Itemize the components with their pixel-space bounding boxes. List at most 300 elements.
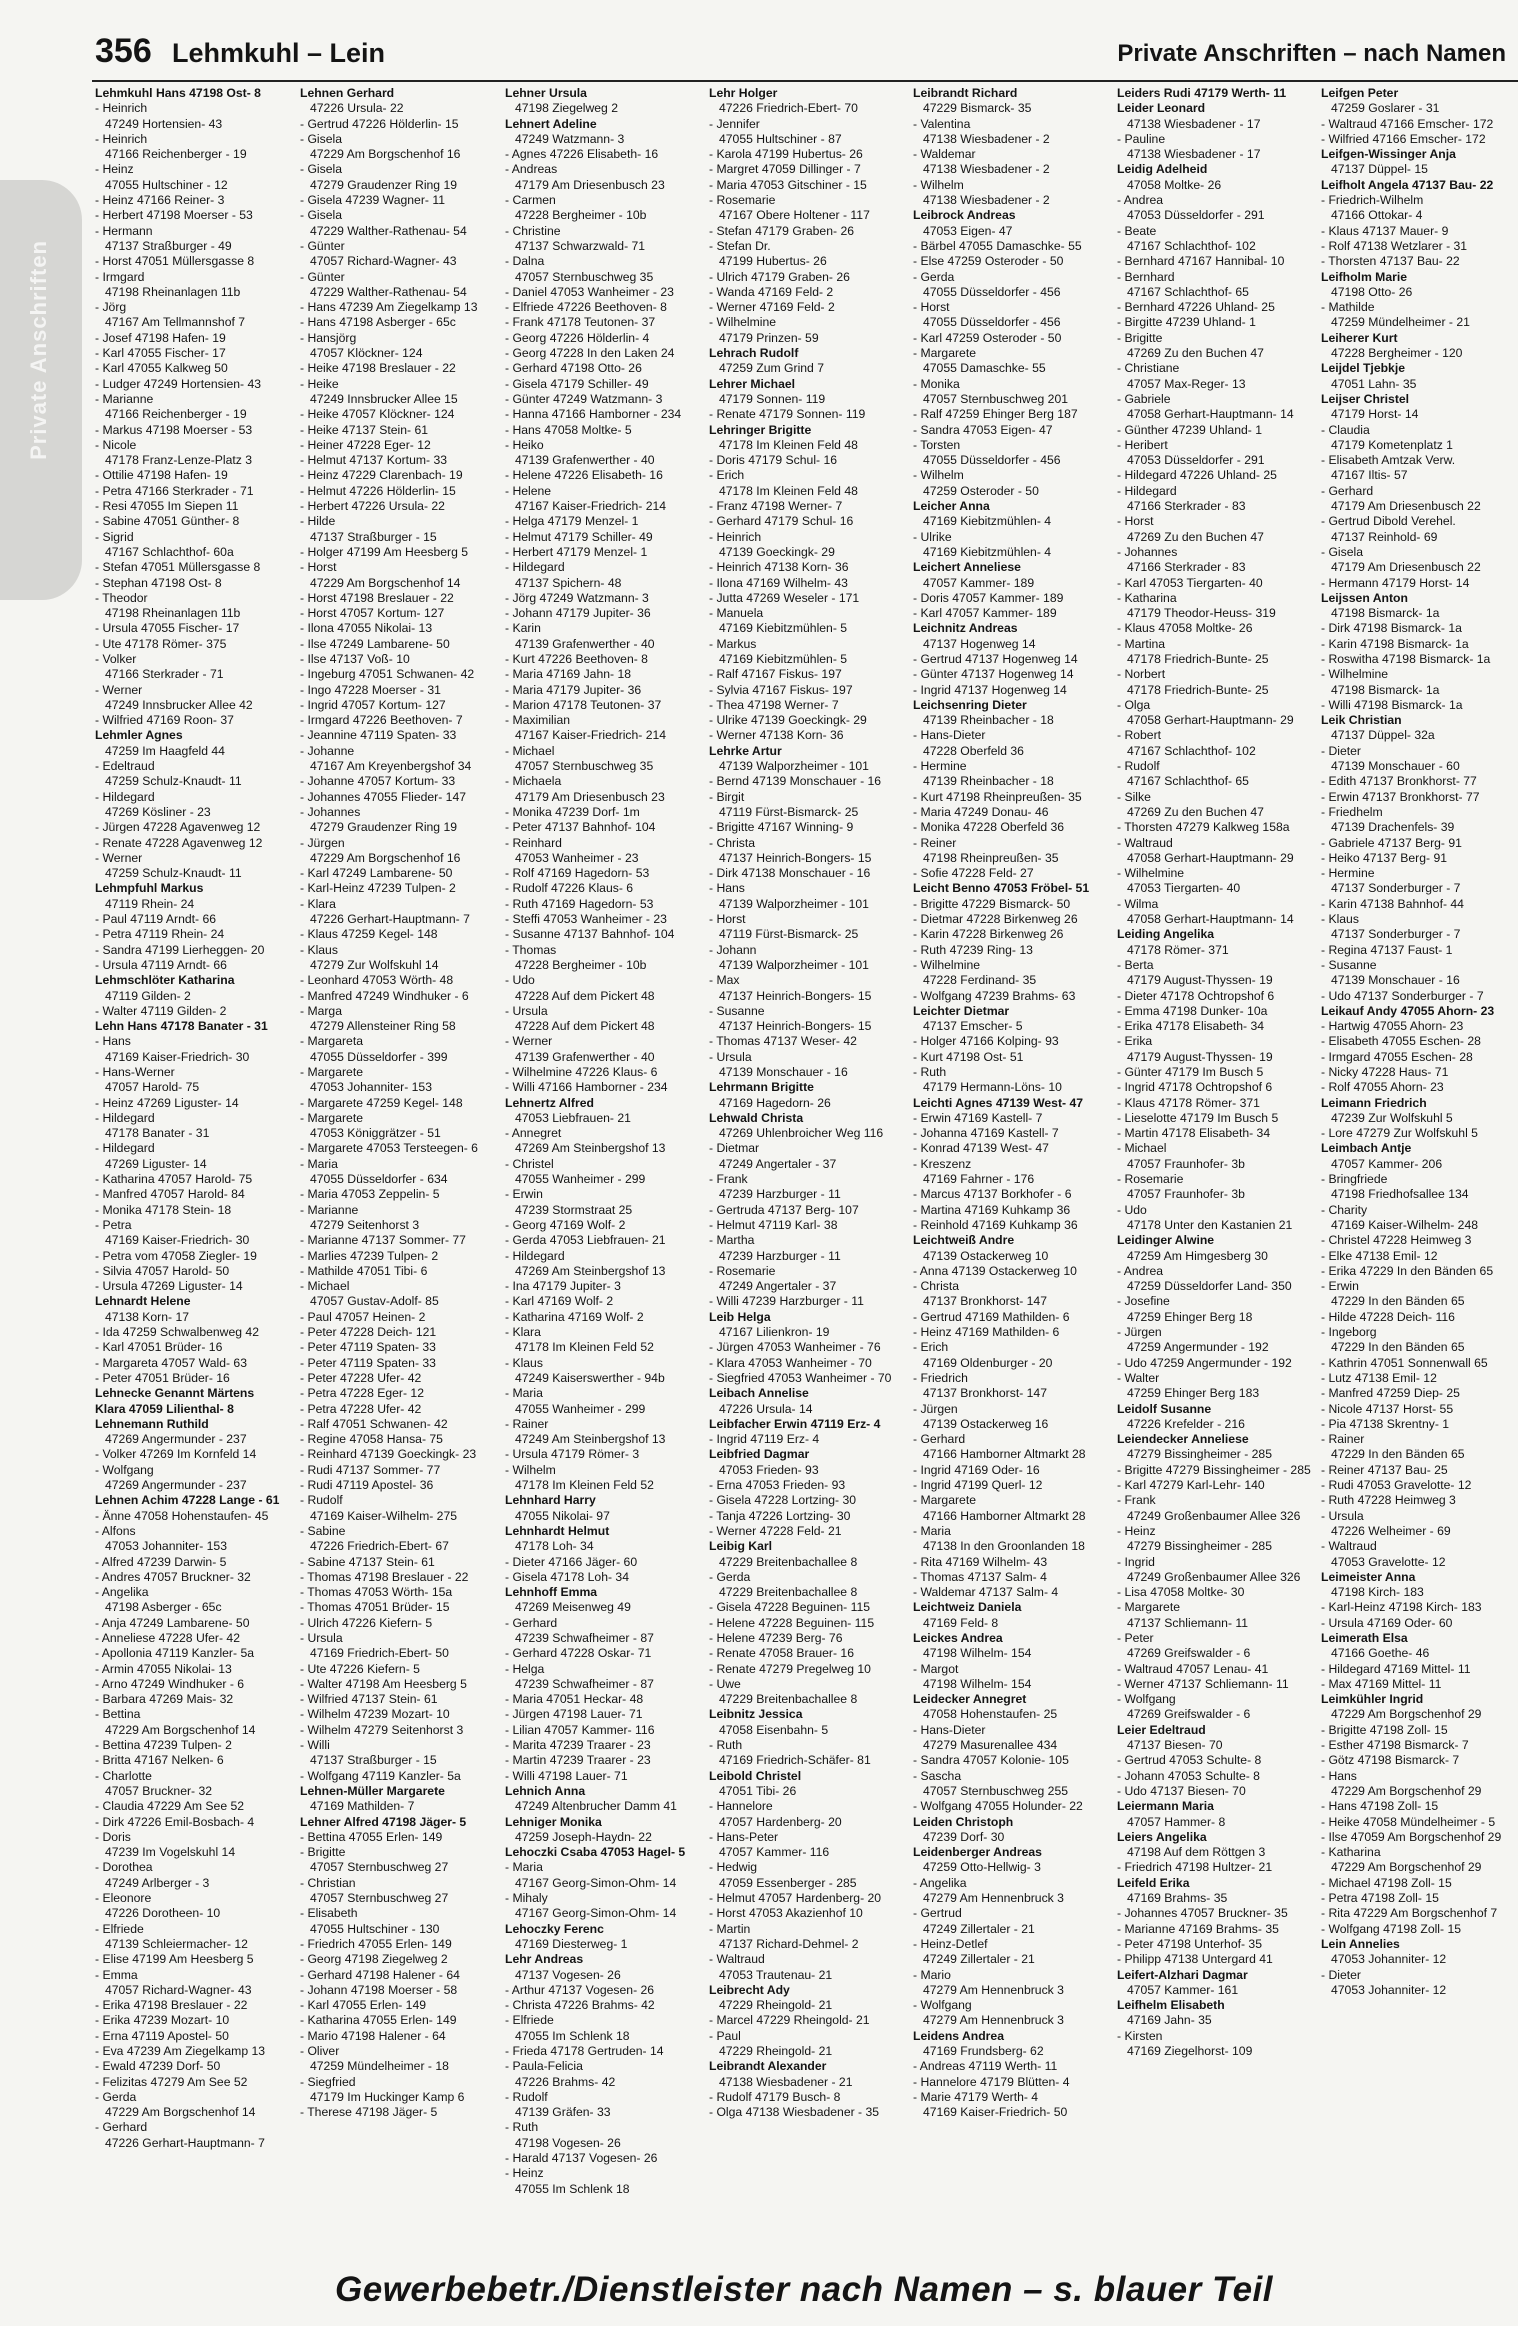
directory-entry-line: - Horst bbox=[1117, 514, 1154, 529]
directory-entry-line: - Charlotte bbox=[95, 1768, 152, 1783]
directory-entry-line: - Helga 47179 Menzel- 1 bbox=[505, 514, 639, 529]
directory-entry-line: - Rita 47229 Am Borgschenhof 7 bbox=[1321, 1906, 1498, 1921]
directory-entry-line: - Frank bbox=[1117, 1493, 1156, 1508]
directory-entry-line: 47169 Kaiser-Wilhelm- 275 bbox=[310, 1508, 457, 1523]
directory-entry-line: 47249 Altenbrucher Damm 41 bbox=[515, 1799, 677, 1814]
directory-entry-line: 47137 Straßburger - 15 bbox=[310, 529, 437, 544]
directory-entry-line: - Marie 47179 Werth- 4 bbox=[913, 2089, 1039, 2104]
directory-entry-line: - Wilhelm 47239 Mozart- 10 bbox=[300, 1707, 450, 1722]
directory-entry-line: - Beate bbox=[1117, 223, 1157, 238]
directory-entry-line: 47138 Wiesbadener - 21 bbox=[719, 2074, 853, 2089]
directory-entry-line: - Klara 47053 Wanheimer - 70 bbox=[709, 1355, 872, 1370]
directory-entry-line: 47139 Grafenwerther - 40 bbox=[515, 1049, 655, 1064]
directory-entry-line: 47259 Am Himgesberg 30 bbox=[1127, 1248, 1268, 1263]
directory-entry-line: 47139 Monschauer - 16 bbox=[1331, 973, 1460, 988]
directory-entry-line: - Petra 47228 Eger- 12 bbox=[300, 1386, 424, 1401]
directory-entry-line: - Gerhard bbox=[505, 1615, 558, 1630]
directory-entry-line: - Leonhard 47053 Wörth- 48 bbox=[300, 973, 454, 988]
directory-entry-line: 47269 Zu den Buchen 47 bbox=[1127, 346, 1264, 361]
directory-entry-line: 47139 Monschauer - 16 bbox=[719, 1065, 848, 1079]
directory-entry-line: - Dirk 47198 Bismarck- 1a bbox=[1321, 621, 1462, 636]
directory-entry-line: Leichtweiz Daniela bbox=[913, 1600, 1022, 1615]
directory-entry-line: - Gerhard 47179 Schul- 16 bbox=[709, 514, 854, 529]
directory-entry-line: - Brigitte bbox=[300, 1845, 346, 1860]
directory-entry-line: 47198 Asberger - 65c bbox=[105, 1600, 222, 1615]
directory-entry-line: - Ursula 47169 Oder- 60 bbox=[1321, 1615, 1453, 1630]
directory-entry-line: - Ilse 47137 Voß- 10 bbox=[300, 651, 410, 666]
directory-entry-line: - Maximilian bbox=[505, 713, 571, 728]
directory-entry-line: - Wilfried 47137 Stein- 61 bbox=[300, 1692, 438, 1707]
directory-entry-line: Leibrandt Alexander bbox=[709, 2059, 827, 2074]
directory-entry-line: 47169 Ziegelhorst- 109 bbox=[1127, 2044, 1253, 2058]
directory-entry-line: - Helga bbox=[505, 1661, 545, 1676]
directory-entry-line: 47269 Zu den Buchen 47 bbox=[1127, 804, 1264, 819]
directory-entry-line: - Thomas 47198 Breslauer - 22 bbox=[300, 1569, 469, 1584]
directory-entry-line: 47269 Kösliner - 23 bbox=[105, 804, 211, 819]
directory-entry-line: Leimbach Antje bbox=[1321, 1141, 1412, 1156]
directory-entry-line: - Erwin 47169 Kastell- 7 bbox=[913, 1110, 1043, 1125]
directory-entry-line: - Ursula bbox=[300, 1630, 343, 1645]
directory-entry-line: 47055 Hultschiner - 87 bbox=[719, 131, 842, 146]
directory-entry-line: - Harald 47137 Vogesen- 26 bbox=[505, 2151, 658, 2166]
directory-entry-line: 47259 Goslarer - 31 bbox=[1331, 101, 1440, 116]
directory-entry-line: 47139 Gräfen- 33 bbox=[515, 2105, 611, 2120]
directory-entry-line: - Gertruda 47137 Berg- 107 bbox=[709, 1202, 859, 1217]
directory-entry-line: - Heinz 47169 Mathilden- 6 bbox=[913, 1325, 1060, 1340]
directory-entry-line: - Thomas 47137 Weser- 42 bbox=[709, 1034, 857, 1049]
directory-entry-line: - Andres 47057 Bruckner- 32 bbox=[95, 1569, 251, 1584]
directory-entry-line: - Rosemarie bbox=[709, 193, 776, 208]
directory-entry-line: - Ulrich 47179 Graben- 26 bbox=[709, 269, 850, 284]
directory-entry-line: 47058 Eisenbahn- 5 bbox=[719, 1722, 829, 1737]
directory-entry-line: - Werner 47137 Schliemann- 11 bbox=[1117, 1676, 1289, 1691]
directory-entry-line: - Susanne 47137 Bahnhof- 104 bbox=[505, 927, 675, 942]
directory-entry-line: - Margarete bbox=[300, 1065, 363, 1079]
directory-entry-line: - Horst 47198 Breslauer - 22 bbox=[300, 590, 454, 605]
directory-columns bbox=[95, 86, 1518, 2266]
directory-entry-line: 47057 Kammer- 206 bbox=[1331, 1156, 1443, 1171]
directory-entry-line: - Günter bbox=[300, 269, 345, 284]
directory-entry-line: - Ursula 47119 Arndt- 66 bbox=[95, 957, 227, 972]
directory-entry-line: Leickes Andrea bbox=[913, 1630, 1003, 1645]
directory-entry-line: 47139 Rheinbacher - 18 bbox=[923, 713, 1054, 728]
directory-entry-line: Leicher Anna bbox=[913, 499, 990, 514]
directory-entry-line: 47249 Großenbaumer Allee 326 bbox=[1127, 1508, 1301, 1523]
directory-entry-line: 47179 Am Driesenbusch 22 bbox=[1331, 560, 1481, 575]
directory-entry-line: - Wilhelm bbox=[505, 1462, 556, 1477]
directory-entry-line: - Waltraud bbox=[1117, 835, 1173, 850]
directory-entry-line: Lehnhard Harry bbox=[505, 1493, 596, 1508]
directory-entry-line: Leifholt Angela 47137 Bau- 22 bbox=[1321, 177, 1494, 192]
directory-entry-line: 47269 Angermunder - 237 bbox=[105, 1478, 247, 1493]
directory-entry-line: - Heike bbox=[300, 376, 339, 391]
directory-entry-line: - Rosemarie bbox=[709, 1263, 776, 1278]
directory-entry-line: - Maria 47169 Jahn- 18 bbox=[505, 667, 632, 682]
directory-entry-line: - Hans-Werner bbox=[95, 1065, 175, 1079]
directory-entry-line: 47053 Liebfrauen- 21 bbox=[515, 1110, 631, 1125]
directory-entry-line: 47228 Auf dem Pickert 48 bbox=[515, 1019, 655, 1034]
directory-entry-line: 47055 Wanheimer - 299 bbox=[515, 1172, 646, 1187]
directory-entry-line: - Elisabeth 47055 Eschen- 28 bbox=[1321, 1034, 1481, 1049]
directory-entry-line: 47178 Loh- 34 bbox=[515, 1539, 594, 1554]
directory-entry-line: - Sofie 47228 Feld- 27 bbox=[913, 866, 1034, 881]
directory-entry-line: 47179 Am Driesenbusch 22 bbox=[1331, 499, 1481, 514]
directory-entry-line: Leibig Karl bbox=[709, 1539, 772, 1554]
directory-entry-line: - Hans bbox=[1321, 1768, 1357, 1783]
directory-entry-line: - Günther 47239 Uhland- 1 bbox=[1117, 422, 1262, 437]
directory-entry-line: - Erika 47178 Elisabeth- 34 bbox=[1117, 1019, 1265, 1034]
directory-entry-line: - Wolfgang 47198 Zoll- 15 bbox=[1321, 1921, 1462, 1936]
directory-entry-line: - Ruth bbox=[913, 1065, 947, 1079]
directory-entry-line: - Wilfried 47169 Roon- 37 bbox=[95, 713, 234, 728]
directory-entry-line: - Bettina bbox=[95, 1707, 141, 1722]
directory-entry-line: - Brigitte 47198 Zoll- 15 bbox=[1321, 1722, 1448, 1737]
directory-entry-line: - Ralf 47051 Schwanen- 42 bbox=[300, 1416, 448, 1431]
directory-entry-line: - Rudolf 47179 Busch- 8 bbox=[709, 2089, 841, 2104]
directory-entry-line: - Friedrich 47055 Erlen- 149 bbox=[300, 1936, 452, 1951]
directory-column-3 bbox=[505, 86, 710, 2266]
directory-entry-line: 47137 Bronkhorst- 147 bbox=[923, 1386, 1047, 1401]
directory-entry-line: 47229 In den Bänden 65 bbox=[1331, 1340, 1465, 1355]
directory-entry-line: - Bettina 47239 Tulpen- 2 bbox=[95, 1738, 232, 1753]
directory-entry-line: - Wilhelmine 47226 Klaus- 6 bbox=[505, 1065, 658, 1079]
directory-entry-line: - Birgitte 47239 Uhland- 1 bbox=[1117, 315, 1256, 330]
directory-entry-line: - Jörg bbox=[95, 300, 127, 315]
directory-entry-line: 47057 Bruckner- 32 bbox=[105, 1783, 213, 1798]
directory-entry-line: - Dieter bbox=[1321, 743, 1361, 758]
directory-entry-line: - Martin 47178 Elisabeth- 34 bbox=[1117, 1126, 1271, 1141]
directory-entry-line: - Werner bbox=[95, 682, 143, 697]
directory-entry-line: 47259 Ehinger Berg 18 bbox=[1127, 1309, 1253, 1324]
directory-entry-line: 47239 Zur Wolfskuhl 5 bbox=[1331, 1110, 1453, 1125]
directory-entry-line: - Ursula bbox=[709, 1049, 752, 1064]
directory-entry-line: - Marcus 47137 Borkhofer - 6 bbox=[913, 1187, 1072, 1202]
directory-entry-line: - Peter 47228 Deich- 121 bbox=[300, 1325, 437, 1340]
directory-entry-line: - Johannes 47057 Bruckner- 35 bbox=[1117, 1906, 1288, 1921]
directory-entry-line: - Nicole 47137 Horst- 55 bbox=[1321, 1401, 1454, 1416]
directory-entry-line: - Ruth bbox=[709, 1738, 743, 1753]
directory-entry-line: Lehner Ursula bbox=[505, 86, 587, 100]
directory-entry-line: 47169 Fahrner - 176 bbox=[923, 1172, 1035, 1187]
directory-entry-line: - Kurt 47198 Ost- 51 bbox=[913, 1049, 1024, 1064]
directory-entry-line: - Margareta bbox=[300, 1034, 363, 1049]
directory-entry-line: 47166 Sterkrader - 83 bbox=[1127, 499, 1246, 514]
directory-entry-line: - Holger 47166 Kolping- 93 bbox=[913, 1034, 1059, 1049]
directory-entry-line: - Gerhard bbox=[913, 1432, 966, 1447]
directory-entry-line: Leifgen Peter bbox=[1321, 86, 1399, 100]
directory-entry-line: Lehnen Gerhard bbox=[300, 86, 395, 100]
directory-entry-line: - Katharina bbox=[1321, 1845, 1381, 1860]
directory-entry-line: - Dalna bbox=[505, 254, 545, 269]
directory-entry-line: Leimeister Anna bbox=[1321, 1569, 1416, 1584]
directory-entry-line: - Regina 47137 Faust- 1 bbox=[1321, 942, 1453, 957]
directory-entry-line: - Helmut 47119 Karl- 38 bbox=[709, 1217, 838, 1232]
directory-column-7 bbox=[1321, 86, 1518, 2266]
directory-entry-line: 47053 Gravelotte- 12 bbox=[1331, 1554, 1446, 1569]
directory-entry-line: - Gerda 47053 Liebfrauen- 21 bbox=[505, 1233, 666, 1248]
directory-entry-line: - Johanne bbox=[300, 743, 355, 758]
directory-entry-line: 47228 Ferdinand- 35 bbox=[923, 973, 1037, 988]
directory-entry-line: 47053 Königgrätzer - 51 bbox=[310, 1126, 441, 1141]
directory-entry-line: - Philipp 47138 Untergard 41 bbox=[1117, 1952, 1273, 1967]
directory-entry-line: 47137 Hogenweg 14 bbox=[923, 636, 1036, 651]
directory-entry-line: - Ruth 47228 Heimweg 3 bbox=[1321, 1493, 1456, 1508]
directory-entry-line: - Renate 47179 Sonnen- 119 bbox=[709, 407, 866, 422]
directory-entry-line: - Paula-Felicia bbox=[505, 2059, 583, 2074]
directory-entry-line: 47169 Kaiser-Friedrich- 50 bbox=[923, 2105, 1068, 2120]
directory-entry-line: - Erich bbox=[913, 1340, 949, 1355]
directory-entry-line: Lehnhardt Helmut bbox=[505, 1523, 610, 1538]
directory-entry-line: - Gisela bbox=[300, 208, 342, 223]
directory-entry-line: - Johannes bbox=[1117, 544, 1178, 559]
directory-entry-line: 47169 Kaiser-Friedrich- 30 bbox=[105, 1233, 250, 1248]
directory-entry-line: - Sylvia 47167 Fiskus- 197 bbox=[709, 682, 853, 697]
directory-entry-line: Leimerath Elsa bbox=[1321, 1630, 1408, 1645]
directory-entry-line: 47198 Kirch- 183 bbox=[1331, 1585, 1424, 1600]
directory-entry-line: - Apollonia 47119 Kanzler- 5a bbox=[95, 1646, 254, 1661]
directory-entry-line: - Karl 47055 Erlen- 149 bbox=[300, 1998, 427, 2013]
directory-entry-line: - Esther 47198 Bismarck- 7 bbox=[1321, 1738, 1469, 1753]
directory-entry-line: - Johann 47179 Jupiter- 36 bbox=[505, 606, 651, 621]
directory-entry-line: - Valentina bbox=[913, 116, 971, 131]
directory-entry-line: - Manfred 47057 Harold- 84 bbox=[95, 1187, 245, 1202]
directory-entry-line: - Ida 47259 Schwalbenweg 42 bbox=[95, 1325, 259, 1340]
directory-entry-line: - Stefan 47051 Müllersgasse 8 bbox=[95, 560, 261, 575]
directory-entry-line: - Karl 47051 Brüder- 16 bbox=[95, 1340, 223, 1355]
directory-entry-line: 47269 Am Steinbergshof 13 bbox=[515, 1141, 666, 1156]
directory-entry-line: - Max bbox=[709, 973, 740, 988]
directory-entry-line: - Sigrid bbox=[95, 529, 134, 544]
directory-entry-line: 47167 Kaiser-Friedrich- 214 bbox=[515, 728, 667, 743]
directory-entry-line: 47259 Joseph-Haydn- 22 bbox=[515, 1829, 652, 1844]
directory-entry-line: - Gisela 47228 Lortzing- 30 bbox=[709, 1493, 857, 1508]
directory-entry-line: - Max 47169 Mittel- 11 bbox=[1321, 1676, 1442, 1691]
directory-entry-line: Lehmpfuhl Markus bbox=[95, 881, 204, 896]
directory-entry-line: - Mathilde 47051 Tibi- 6 bbox=[300, 1263, 428, 1278]
directory-entry-line: 47137 Straßburger - 49 bbox=[105, 238, 232, 253]
directory-entry-line: Leikauf Andy 47055 Ahorn- 23 bbox=[1321, 1003, 1495, 1018]
directory-entry-line: - Nicole bbox=[95, 437, 137, 452]
directory-entry-line: - Ingrid bbox=[1117, 1554, 1155, 1569]
directory-entry-line: 47051 Tibi- 26 bbox=[719, 1783, 797, 1798]
directory-entry-line: Leibrecht Ady bbox=[709, 1982, 790, 1997]
directory-entry-line: - Karl 47055 Kalkweg 50 bbox=[95, 361, 228, 376]
directory-entry-line: - Renate 47279 Pregelweg 10 bbox=[709, 1661, 871, 1676]
directory-entry-line: - Theodor bbox=[95, 590, 148, 605]
directory-entry-line: 47137 Schwarzwald- 71 bbox=[515, 238, 646, 253]
directory-entry-line: - Wolfgang bbox=[95, 1462, 154, 1477]
directory-entry-line: 47053 Johanniter- 12 bbox=[1331, 1982, 1447, 1997]
directory-entry-line: - Thea 47198 Werner- 7 bbox=[709, 697, 839, 712]
directory-entry-line: - Hannelore 47179 Blütten- 4 bbox=[913, 2074, 1070, 2089]
directory-entry-line: 47119 Fürst-Bismarck- 25 bbox=[719, 927, 859, 942]
directory-entry-line: 47226 Friedrich-Ebert- 70 bbox=[719, 101, 858, 116]
directory-entry-line: 47139 Schleiermacher- 12 bbox=[105, 1936, 248, 1951]
directory-entry-line: 47058 Gerhart-Hauptmann- 14 bbox=[1127, 912, 1294, 927]
directory-entry-line: 47269 Greifswalder - 6 bbox=[1127, 1646, 1251, 1661]
directory-entry-line: 47058 Gerhart-Hauptmann- 29 bbox=[1127, 713, 1294, 728]
directory-entry-line: - Martina 47169 Kuhkamp 36 bbox=[913, 1202, 1071, 1217]
directory-entry-line: 47053 Düsseldorfer - 291 bbox=[1127, 208, 1265, 223]
directory-entry-line: - Margarete 47259 Kegel- 148 bbox=[300, 1095, 463, 1110]
directory-entry-line: - Michaela bbox=[505, 774, 562, 789]
directory-entry-line: - Gisela 47179 Schiller- 49 bbox=[505, 376, 649, 391]
directory-entry-line: Lehmkuhl Hans 47198 Ost- 8 bbox=[95, 86, 261, 100]
directory-entry-line: - Paul bbox=[709, 2028, 741, 2043]
directory-entry-line: 47167 Am Tellmannshof 7 bbox=[105, 315, 246, 330]
directory-entry-line: - Roswitha 47198 Bismarck- 1a bbox=[1321, 651, 1491, 666]
directory-entry-line: - Oliver bbox=[300, 2044, 340, 2058]
directory-entry-line: - Monika 47228 Oberfeld 36 bbox=[913, 820, 1065, 835]
directory-entry-line: - Elfriede bbox=[95, 1921, 144, 1936]
directory-entry-line: 47279 Am Hennenbruck 3 bbox=[923, 1891, 1064, 1906]
directory-entry-line: 47179 Prinzen- 59 bbox=[719, 330, 819, 345]
directory-entry-line: - Ingrid 47057 Kortum- 127 bbox=[300, 697, 446, 712]
directory-entry-line: - Herbert 47198 Moerser - 53 bbox=[95, 208, 253, 223]
directory-entry-line: 47178 Friedrich-Bunte- 25 bbox=[1127, 651, 1269, 666]
directory-entry-line: - Karola 47199 Hubertus- 26 bbox=[709, 147, 863, 162]
directory-entry-line: - Irmgard bbox=[95, 269, 145, 284]
directory-entry-line: 47178 Im Kleinen Feld 52 bbox=[515, 1478, 654, 1493]
directory-entry-line: 47169 Kiebitzmühlen- 4 bbox=[923, 544, 1052, 559]
directory-entry-line: 47169 Kiebitzmühlen- 5 bbox=[719, 621, 848, 636]
directory-entry-line: - Jennifer bbox=[709, 116, 760, 131]
directory-entry-line: - Hildegard bbox=[505, 560, 565, 575]
directory-entry-line: - Werner 47169 Feld- 2 bbox=[709, 300, 835, 315]
directory-entry-line: - Gerhard 47228 Oskar- 71 bbox=[505, 1646, 652, 1661]
directory-entry-line: - Sabine 47137 Stein- 61 bbox=[300, 1554, 435, 1569]
directory-entry-line: 47138 In den Groonlanden 18 bbox=[923, 1539, 1085, 1554]
directory-entry-line: - Doris bbox=[95, 1829, 131, 1844]
directory-entry-line: 47053 Johanniter- 153 bbox=[105, 1539, 227, 1554]
directory-entry-line: Lehnich Anna bbox=[505, 1783, 586, 1798]
directory-entry-line: 47239 Harzburger - 11 bbox=[719, 1187, 841, 1202]
directory-entry-line: 47139 Goeckingk- 29 bbox=[719, 544, 835, 559]
directory-entry-line: - Agnes 47226 Elisabeth- 16 bbox=[505, 147, 659, 162]
directory-entry-line: - Margot bbox=[913, 1661, 959, 1676]
directory-entry-line: - Petra 47119 Rhein- 24 bbox=[95, 927, 225, 942]
directory-entry-line: - Hannelore bbox=[709, 1799, 773, 1814]
directory-entry-line: - Katharina bbox=[1117, 590, 1177, 605]
directory-entry-line: - Josefine bbox=[1117, 1294, 1170, 1309]
directory-entry-line: - Günter 47137 Hogenweg 14 bbox=[913, 667, 1074, 682]
directory-entry-line: - Ulrich 47226 Kiefern- 5 bbox=[300, 1615, 433, 1630]
directory-entry-line: 47167 Am Kreyenbergshof 34 bbox=[310, 759, 472, 774]
directory-entry-line: 47169 Oldenburger - 20 bbox=[923, 1355, 1053, 1370]
directory-entry-line: Leichter Dietmar bbox=[913, 1003, 1010, 1018]
directory-entry-line: 47053 Johanniter- 153 bbox=[310, 1080, 432, 1095]
directory-entry-line: - Daniel 47053 Wanheimer - 23 bbox=[505, 284, 674, 299]
directory-column-5 bbox=[913, 86, 1118, 2266]
directory-entry-line: - Ilona 47055 Nikolai- 13 bbox=[300, 621, 433, 636]
directory-entry-line: 47057 Sternbuschweg 201 bbox=[923, 391, 1069, 406]
directory-entry-line: - Monika 47239 Dorf- 1m bbox=[505, 804, 640, 819]
directory-entry-line: - Ulrike 47139 Goeckingk- 29 bbox=[709, 713, 867, 728]
directory-entry-line: 47137 Spichern- 48 bbox=[515, 575, 622, 590]
directory-entry-line: - Alfred 47239 Darwin- 5 bbox=[95, 1554, 227, 1569]
directory-entry-line: - Heinz bbox=[1117, 1523, 1156, 1538]
directory-entry-line: - Volker 47269 Im Kornfeld 14 bbox=[95, 1447, 257, 1462]
directory-entry-line: - Katharina 47169 Wolf- 2 bbox=[505, 1309, 644, 1324]
directory-entry-line: - Gerhard bbox=[1321, 483, 1374, 498]
directory-entry-line: 47057 Fraunhofer- 3b bbox=[1127, 1156, 1245, 1171]
directory-entry-line: - Ottilie 47198 Hafen- 19 bbox=[95, 468, 228, 483]
directory-entry-line: - Willi 47239 Harzburger - 11 bbox=[709, 1294, 864, 1309]
directory-entry-line: 47166 Reichenberger - 19 bbox=[105, 147, 247, 162]
directory-entry-line: 47169 Diesterweg- 1 bbox=[515, 1936, 628, 1951]
directory-column-2 bbox=[300, 86, 505, 2266]
directory-entry-line: - Andrea bbox=[1117, 1263, 1164, 1278]
directory-entry-line: Lehrach Rudolf bbox=[709, 346, 799, 361]
directory-entry-line: - Waltraud bbox=[709, 1952, 765, 1967]
directory-entry-line: Leiermann Maria bbox=[1117, 1799, 1214, 1814]
directory-entry-line: 47229 Bismarck- 35 bbox=[923, 101, 1032, 116]
directory-entry-line: - Maria bbox=[505, 1386, 543, 1401]
directory-entry-line: - Christel 47228 Heimweg 3 bbox=[1321, 1233, 1472, 1248]
directory-entry-line: - Thomas 47137 Salm- 4 bbox=[913, 1569, 1047, 1584]
directory-entry-line: - Frank bbox=[709, 1172, 748, 1187]
directory-entry-line: - Ina 47179 Jupiter- 3 bbox=[505, 1279, 621, 1294]
directory-entry-line: Leicht Benno 47053 Fröbel- 51 bbox=[913, 881, 1090, 896]
directory-entry-line: 47239 Im Vogelskuhl 14 bbox=[105, 1845, 236, 1860]
directory-entry-line: - Silke bbox=[1117, 789, 1151, 804]
directory-entry-line: - Katharina 47055 Erlen- 149 bbox=[300, 2013, 457, 2028]
directory-entry-line: 47269 Am Steinbergshof 13 bbox=[515, 1263, 666, 1278]
page-header bbox=[0, 0, 1518, 80]
directory-entry-line: - Brigitte bbox=[1117, 330, 1163, 345]
directory-entry-line: 47178 Im Kleinen Feld 48 bbox=[719, 483, 858, 498]
directory-entry-line: 47199 Hubertus- 26 bbox=[719, 254, 827, 269]
directory-entry-line: 47226 Dorotheen- 10 bbox=[105, 1906, 221, 1921]
directory-entry-line: - Lutz 47138 Emil- 12 bbox=[1321, 1370, 1437, 1385]
directory-entry-line: - Gerda bbox=[709, 1569, 751, 1584]
directory-entry-line: - Mathilde bbox=[1321, 300, 1375, 315]
directory-entry-line: 47259 Schulz-Knaudt- 11 bbox=[105, 774, 242, 789]
directory-entry-line: Lehoczky Ferenc bbox=[505, 1921, 604, 1936]
directory-entry-line: - Helene 47228 Beguinen- 115 bbox=[709, 1615, 875, 1630]
directory-entry-line: Leiendecker Anneliese bbox=[1117, 1432, 1249, 1447]
directory-entry-line: - Gertrud Dibold Verehel. bbox=[1321, 514, 1456, 529]
directory-entry-line: - Hildegard 47226 Uhland- 25 bbox=[1117, 468, 1277, 483]
directory-entry-line: - Siegfried bbox=[300, 2074, 356, 2089]
directory-entry-line: - Heinz 47269 Liguster- 14 bbox=[95, 1095, 239, 1110]
directory-entry-line: - Hermann 47179 Horst- 14 bbox=[1321, 575, 1470, 590]
directory-entry-line: 47051 Lahn- 35 bbox=[1331, 376, 1417, 391]
directory-entry-line: - Karl 47259 Osteroder - 50 bbox=[913, 330, 1062, 345]
directory-entry-line: 47179 Sonnen- 119 bbox=[719, 391, 826, 406]
directory-entry-line: Lehnertz Alfred bbox=[505, 1095, 594, 1110]
directory-entry-line: - Udo bbox=[505, 973, 535, 988]
directory-entry-line: - Hildegard bbox=[505, 1248, 565, 1263]
directory-entry-line: - Günter bbox=[300, 238, 345, 253]
directory-entry-line: 47269 Uhlenbroicher Weg 116 bbox=[719, 1126, 884, 1141]
directory-entry-line: - Georg 47169 Wolf- 2 bbox=[505, 1217, 626, 1232]
directory-entry-line: - Brigitte 47279 Bissingheimer - 285 bbox=[1117, 1462, 1311, 1477]
directory-entry-line: - Erna 47119 Apostel- 50 bbox=[95, 2028, 229, 2043]
directory-entry-line: - Thomas 47053 Wörth- 15a bbox=[300, 1585, 453, 1600]
directory-entry-line: - Arno 47249 Windhuker - 6 bbox=[95, 1676, 245, 1691]
directory-entry-line: - Brigitte 47229 Bismarck- 50 bbox=[913, 896, 1071, 911]
directory-entry-line: - Pauline bbox=[1117, 131, 1166, 146]
directory-entry-line: - Lisa 47058 Moltke- 30 bbox=[1117, 1585, 1245, 1600]
directory-entry-line: 47057 Gustav-Adolf- 85 bbox=[310, 1294, 439, 1309]
directory-entry-line: 47169 Kiebitzmühlen- 5 bbox=[719, 651, 848, 666]
directory-entry-line: - Gerhard 47198 Otto- 26 bbox=[505, 361, 642, 376]
directory-entry-line: 47198 Rheinpreußen- 35 bbox=[923, 850, 1059, 865]
directory-entry-line: - Kurt 47226 Beethoven- 8 bbox=[505, 651, 648, 666]
directory-entry-line: 47055 Düsseldorfer - 456 bbox=[923, 315, 1061, 330]
directory-entry-line: 47259 Schulz-Knaudt- 11 bbox=[105, 866, 242, 881]
